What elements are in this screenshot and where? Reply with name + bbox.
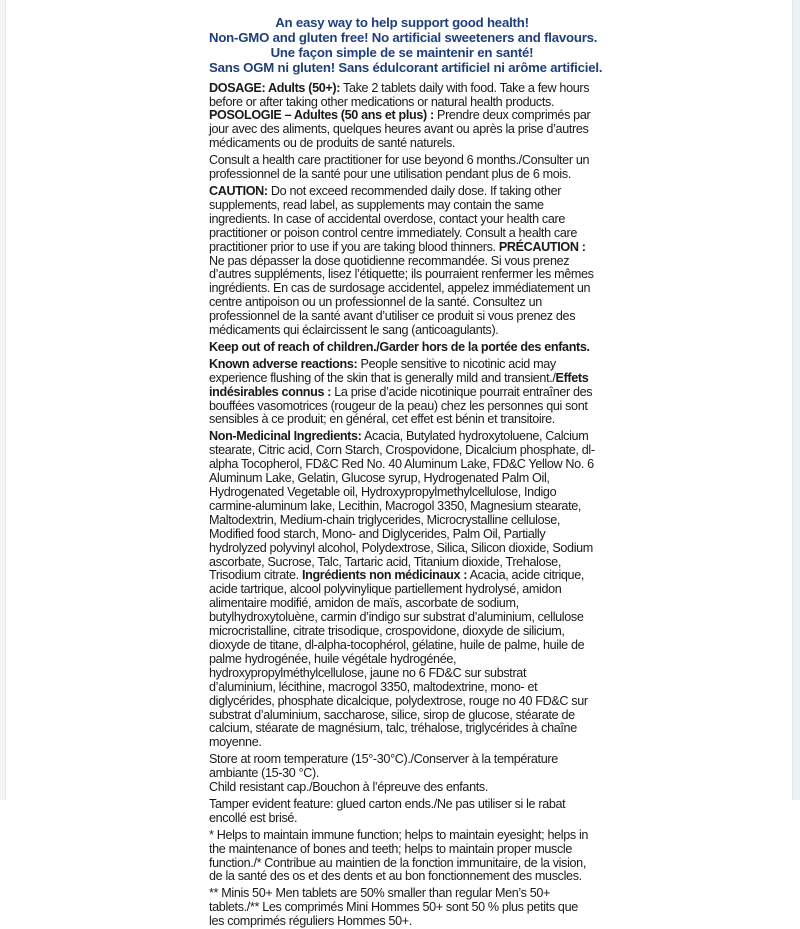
adverse-text-fr: La prise d’acide nicotinique pourrait entraîner des bouffées vasomotrices (rougeur de la peau) chez les personnes qui sont sensibles à ce produit; en général, cet effet est bénin et transitoire. [209, 384, 593, 427]
dosage-label: DOSAGE: Adults (50+): [209, 80, 341, 95]
dosage-label-fr: POSOLOGIE – Adultes (50 ans et plus) : [209, 108, 434, 123]
headline-en-1: An easy way to help support good health! [275, 15, 529, 30]
right-panel-edge [792, 0, 800, 800]
footnote-1: * Helps to maintain immune function; helps to maintain eyesight; helps in the maintenance of bones and teeth; helps to maintain proper muscle function./* Contribue au maintien de la fonction immunitaire, de la vision, de la santé des os et des dents et au bon fonctionnement des muscles. [209, 827, 589, 884]
ingredients-label: Non-Medicinal Ingredients: [209, 429, 362, 444]
caution-label: CAUTION: [209, 183, 268, 198]
keep-out-text: Keep out of reach of children./Garder hors de la portée des enfants. [209, 339, 590, 354]
adverse-label: Known adverse reactions: [209, 356, 358, 371]
child-cap-text: Child resistant cap./Bouchon à l’épreuve des enfants. [209, 780, 488, 795]
headline-block [209, 0, 603, 76]
headline-fr-1: Une façon simple de se maintenir en santé! [270, 44, 534, 60]
caution-paragraph [209, 185, 595, 338]
left-panel-edge [0, 0, 6, 800]
consult-paragraph: Consult a health care practitioner for use beyond 6 months./Consulter un professionnel de la santé pour une utilisation pendant plus de 6 mois. [209, 153, 590, 182]
adverse-label-fr: Effets indésirables connus : [209, 370, 589, 399]
dosage-text-fr: Prendre deux comprimés par jour avec des aliments, quelques heures avant ou après la prise d’autres médicaments ou de produits de santé naturels. [209, 108, 591, 151]
dosage-text-en: Take 2 tablets daily with food. Take a few hours before or after taking other medications or natural health products. [209, 80, 590, 109]
adverse-paragraph [209, 358, 595, 428]
label-panel [209, 0, 603, 929]
adverse-text-en: People sensitive to nicotinic acid may experience flushing of the skin that is generally mild and transient./ [209, 356, 556, 385]
caution-text-fr: Ne pas dépasser la dose quotidienne recommandée. Si vous prenez d’autres suppléments, lisez l’étiquette; ils pourraient renfermer les mêmes ingrédients. En cas de surdosage accidentel, appelez immédiatement un centre antipoison ou un professionnel de la santé. Consultez un professionnel de la santé avant d’utiliser ce produit si vous prenez des médicaments qui éclaircissent le sang (anticoagulants). [209, 253, 594, 338]
dosage-paragraph [209, 82, 595, 152]
keep-out-paragraph [209, 341, 595, 355]
ingredients-text-en: Acacia, Butylated hydroxytoluene, Calcium stearate, Citric acid, Corn Starch, Crospovidone, Dicalcium phosphate, dl-alpha Tocopherol, FD&C Red No. 40 Aluminum Lake, FD&C Yellow No. 6 Aluminum Lake, Gelatin, Glucose syrup, Hydrogenated Palm Oil, Hydrogenated Vegetable oil, Hydroxypropylmethylcellulose, Indigo carmine-aluminum lake, Lecithin, Macrogol 3350, Magnesium stearate, Maltodextrin, Medium-chain triglycerides, Microcrystalline cellulose, Modified food starch, Mono- and Diglycerides, Palm Oil, Partially hydrolyzed polyvinyl alcohol, Polydextrose, Silica, Silicon dioxide, Sodium ascorbate, Sucrose, Talc, Tartaric acid, Titanium dioxide, Trehalose, Trisodium citrate. [209, 429, 595, 583]
caution-text-en: Do not exceed recommended daily dose. If taking other supplements, read label, as supplements may contain the same ingredients. In case of accidental overdose, contact your health care practitioner or poison control centre immediately. Consult a health care practitioner prior to use if you are taking blood thinners. [209, 183, 577, 254]
headline-fr-2: Sans OGM ni gluten! Sans édulcorant artificiel ni arôme artificiel. [209, 59, 603, 75]
storage-paragraph [209, 753, 595, 795]
headline-en-2: Non-GMO and gluten free! No artificial sweeteners and flavours. [209, 29, 598, 45]
storage-text: Store at room temperature (15°-30°C)./Conserver à la température ambiante (15-30 °C). [209, 752, 558, 781]
ingredients-paragraph [209, 430, 595, 750]
caution-label-fr: PRÉCAUTION : [498, 239, 586, 254]
ingredients-label-fr: Ingrédients non médicinaux : [301, 568, 468, 583]
footnote-2: ** Minis 50+ Men tablets are 50% smaller than regular Men’s 50+ tablets./** Les comprimés Mini Hommes 50+ sont 50 % plus petits que les comprimés réguliers Hommes 50+. [209, 886, 578, 929]
tamper-paragraph: Tamper evident feature: glued carton ends./Ne pas utiliser si le rabat encollé est brisé. [209, 796, 566, 825]
ingredients-text-fr: Acacia, acide citrique, acide tartrique, alcool polyvinylique partiellement hydrolysé, amidon alimentaire modifié, amidon de maïs, ascorbate de sodium, butylhydroxytoluène, carmin d’indigo sur substrat d’aluminium, cellulose microcristalline, citrate trisodique, crospovidone, dioxyde de silicium, dioxyde de titane, dl-alpha-tocophérol, gélatine, huile de palme, huile de palme hydrogénée, huile végétale hydrogénée, hydroxypropylméthylcellulose, jaune no 6 FD&C sur substrat d’aluminium, lécithine, macrogol 3350, maltodextrine, mono- et diglycérides, phosphate dicalcique, polydextrose, rouge no 40 FD&C sur substrat d’aluminium, saccharose, silice, sirop de glucose, stéarate de calcium, stéarate de magnésium, talc, tréhalose, triglycérides à chaîne moyenne. [209, 568, 588, 750]
